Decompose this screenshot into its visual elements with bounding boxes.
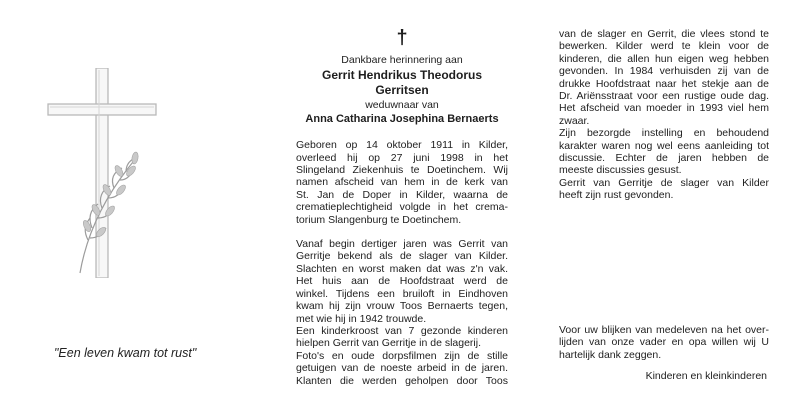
text-line: crematieplechtigheid volgde in het crema- [296, 201, 508, 214]
text-line: discussie. Echter de jaren hebben de [559, 152, 769, 165]
thanks-paragraph [559, 324, 769, 361]
text-line: heeft zijn rust gevonden. [559, 189, 674, 202]
biography-paragraph [296, 350, 508, 387]
motto-quote: "Een leven kwam tot rust" [54, 346, 197, 360]
text-line: Een kinderkroost van 7 gezonde kinderen [296, 324, 508, 337]
text-line: bewerken. Kilder werd te klein voor de [559, 40, 769, 53]
text-line: lijden van onze vader en opa willen wij U [559, 336, 769, 349]
text-line: kinderen, die allen hun eigen weg hebben [559, 52, 769, 65]
deceased-name-line1: Gerrit Hendrikus Theodorus [321, 68, 483, 83]
biography-paragraph [296, 139, 508, 226]
intro-text: Dankbare herinnering aan [341, 54, 463, 66]
text-line: Foto's en oude dorpsfilmen zijn de stille [296, 349, 508, 362]
text-line: van de slager en Gerrit, die vlees stond te [559, 28, 769, 40]
text-line: Voor uw blijken van medeleven na het over- [559, 324, 769, 336]
text-line: Slachten en worst maken dat was z'n vak. [296, 262, 508, 275]
deceased-name-line2: Gerritsen [375, 83, 429, 98]
text-line: Het afscheid van moeder in 1993 viel hem [559, 102, 769, 115]
text-line: met wie hij in 1942 trouwde. [296, 312, 427, 325]
text-line: Vanaf begin dertiger jaren was Gerrit van [296, 238, 508, 251]
widower-label: weduwnaar van [365, 99, 439, 112]
biography-paragraph [559, 28, 769, 127]
text-line: Dr. Ariënsstraat voor een rustige oude dag. [559, 90, 769, 103]
text-line: Gerritje bekend als de slager van Kilder. [296, 250, 508, 263]
text-line: namen afscheid van hem in de kerk van [296, 176, 508, 189]
text-line: Slingeland Ziekenhuis te Doetinchem. Wij [296, 164, 508, 177]
text-line: Geboren op 14 oktober 1911 in Kilder, [296, 139, 508, 152]
text-line: St. Jan de Doper in Kilder, waarna de [296, 188, 508, 201]
text-line: meeste discussies gesust. [559, 164, 682, 177]
deceased-name [296, 68, 508, 98]
text-line: hielpen Gerrit van Gerritje in de slagerij. [296, 337, 482, 350]
signoff: Kinderen en kleinkinderen [645, 370, 767, 382]
text-line: overleed hij op 27 juni 1998 in het [296, 151, 508, 164]
text-line: karakter waren nog wel eens aanleiding tot [559, 139, 769, 152]
biography-paragraph [559, 127, 769, 177]
text-line: torium Slangenburg te Doetinchem. [296, 213, 462, 226]
text-line: Het huis aan de Hoofdstraat werd de [296, 275, 508, 288]
text-line: Gerrit van Gerritje de slager van Kilder [559, 176, 769, 189]
text-line: getuigen van de noeste arbeid in de jaren. [296, 362, 508, 375]
right-column [559, 28, 769, 202]
cross-with-wheat-icon [40, 68, 170, 278]
biography-paragraph [296, 325, 508, 350]
spouse-name: Anna Catharina Josephina Bernaerts [305, 112, 499, 125]
text-line: drukke Hoofdstraat naar het stekje aan de [559, 77, 769, 90]
biography-paragraph [559, 177, 769, 202]
biography-paragraph [296, 238, 508, 325]
middle-column [296, 28, 508, 387]
text-line: gevonden. In 1984 verhuisden zij van de [559, 65, 769, 78]
text-line: kwam hij zijn vrouw Toos Bernaerts tegen, [296, 300, 508, 313]
text-line: zwaar. [559, 114, 590, 127]
cross-symbol: † [396, 27, 408, 49]
text-line: winkel. Tijdens een bruiloft in Eindhoven [296, 287, 508, 300]
text-line: hartelijk dank zeggen. [559, 348, 662, 361]
text-line: Klanten die werden geholpen door Toos [296, 374, 508, 387]
text-line: Zijn bezorgde instelling en behoudend [559, 127, 769, 140]
